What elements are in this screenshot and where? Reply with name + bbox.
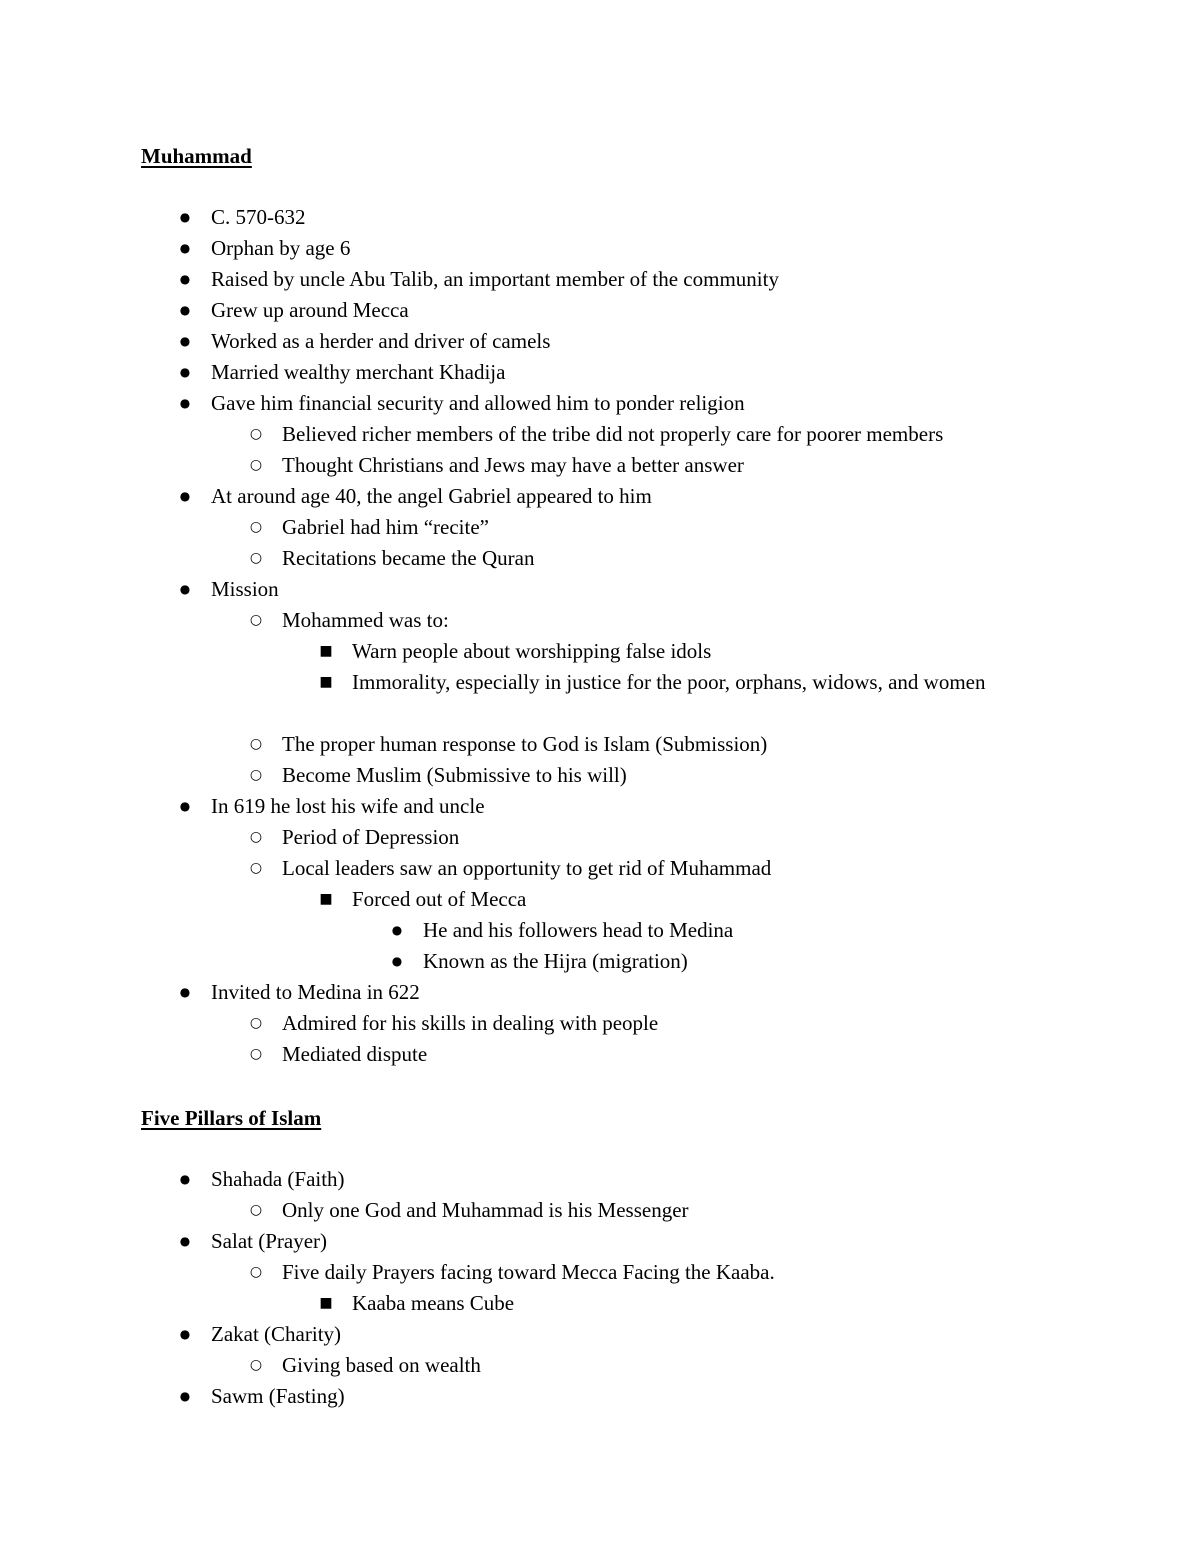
list-item: ● In 619 he lost his wife and uncle xyxy=(0,791,1200,822)
list-item: ○ The proper human response to God is Islam (Submission) xyxy=(0,729,1200,760)
bullet-square-icon: ■ xyxy=(319,643,333,659)
bullet-circle-icon: ○ xyxy=(249,457,263,473)
bullet-square-icon: ■ xyxy=(319,674,333,690)
bullet-disc-icon: ● xyxy=(179,241,191,255)
list-item: ● C. 570-632 xyxy=(0,202,1200,233)
list-item: ○ Giving based on wealth xyxy=(0,1350,1200,1381)
bullet-circle-icon: ○ xyxy=(249,767,263,783)
bullet-circle-icon: ○ xyxy=(249,1015,263,1031)
section-heading-muhammad: Muhammad xyxy=(141,144,252,168)
list-item: ● Raised by uncle Abu Talib, an important member of the community xyxy=(0,264,1200,295)
bullet-circle-icon: ○ xyxy=(249,550,263,566)
bullet-disc-icon: ● xyxy=(179,1327,191,1341)
list-item: ● Worked as a herder and driver of camels xyxy=(0,326,1200,357)
list-item: ● Orphan by age 6 xyxy=(0,233,1200,264)
list-item: ● Married wealthy merchant Khadija xyxy=(0,357,1200,388)
bullet-circle-icon: ○ xyxy=(249,860,263,876)
list-item: ● Grew up around Mecca xyxy=(0,295,1200,326)
bullet-disc-icon: ● xyxy=(179,1389,191,1403)
list-item: ● Invited to Medina in 622 xyxy=(0,977,1200,1008)
list-item: ○ Local leaders saw an opportunity to get rid of Muhammad xyxy=(0,853,1200,884)
list-item: ● Zakat (Charity) xyxy=(0,1319,1200,1350)
list-item: ■ Forced out of Mecca xyxy=(0,884,1200,915)
bullet-square-icon: ■ xyxy=(319,1295,333,1311)
list-item: ● Sawm (Fasting) xyxy=(0,1381,1200,1412)
list-item: ● Salat (Prayer) xyxy=(0,1226,1200,1257)
section-heading-five-pillars: Five Pillars of Islam xyxy=(141,1106,322,1130)
list-item: ○ Believed richer members of the tribe did not properly care for poorer members xyxy=(0,419,1200,450)
bullet-disc-icon: ● xyxy=(179,985,191,999)
list-item: ● He and his followers head to Medina xyxy=(0,915,1200,946)
list-item: ● Shahada (Faith) xyxy=(0,1164,1200,1195)
list-item: ○ Thought Christians and Jews may have a better answer xyxy=(0,450,1200,481)
bullet-disc-icon: ● xyxy=(179,365,191,379)
bullet-circle-icon: ○ xyxy=(249,1046,263,1062)
list-item: ■ Kaaba means Cube xyxy=(0,1288,1200,1319)
bullet-disc-icon: ● xyxy=(391,954,403,968)
bullet-disc-icon: ● xyxy=(391,923,403,937)
list-item: ● At around age 40, the angel Gabriel appeared to him xyxy=(0,481,1200,512)
bullet-disc-icon: ● xyxy=(179,1234,191,1248)
bullet-disc-icon: ● xyxy=(179,396,191,410)
list-item: ○ Mohammed was to: xyxy=(0,605,1200,636)
bullet-circle-icon: ○ xyxy=(249,612,263,628)
bullet-disc-icon: ● xyxy=(179,1172,191,1186)
list-item: ■ Warn people about worshipping false idols xyxy=(0,636,1200,667)
bullet-disc-icon: ● xyxy=(179,489,191,503)
bullet-disc-icon: ● xyxy=(179,582,191,596)
list-item: ● Known as the Hijra (migration) xyxy=(0,946,1200,977)
bullet-circle-icon: ○ xyxy=(249,829,263,845)
bullet-circle-icon: ○ xyxy=(249,519,263,535)
list-item: ○ Become Muslim (Submissive to his will) xyxy=(0,760,1200,791)
bullet-circle-icon: ○ xyxy=(249,1357,263,1373)
bullet-disc-icon: ● xyxy=(179,210,191,224)
bullet-disc-icon: ● xyxy=(179,799,191,813)
list-item: ○ Admired for his skills in dealing with people xyxy=(0,1008,1200,1039)
bullet-circle-icon: ○ xyxy=(249,1202,263,1218)
list-item: ○ Mediated dispute xyxy=(0,1039,1200,1070)
list-item: ○ Recitations became the Quran xyxy=(0,543,1200,574)
bullet-disc-icon: ● xyxy=(179,272,191,286)
list-item: ■ Immorality, especially in justice for the poor, orphans, widows, and women xyxy=(0,667,1200,698)
list-item: ● Gave him financial security and allowed him to ponder religion xyxy=(0,388,1200,419)
list-item: ● Mission xyxy=(0,574,1200,605)
bullet-circle-icon: ○ xyxy=(249,426,263,442)
list-item: ○ Only one God and Muhammad is his Messenger xyxy=(0,1195,1200,1226)
bullet-square-icon: ■ xyxy=(319,891,333,907)
bullet-disc-icon: ● xyxy=(179,303,191,317)
bullet-circle-icon: ○ xyxy=(249,1264,263,1280)
list-item: ○ Period of Depression xyxy=(0,822,1200,853)
bullet-disc-icon: ● xyxy=(179,334,191,348)
list-item: ○ Five daily Prayers facing toward Mecca Facing the Kaaba. xyxy=(0,1257,1200,1288)
bullet-circle-icon: ○ xyxy=(249,736,263,752)
list-item: ○ Gabriel had him “recite” xyxy=(0,512,1200,543)
